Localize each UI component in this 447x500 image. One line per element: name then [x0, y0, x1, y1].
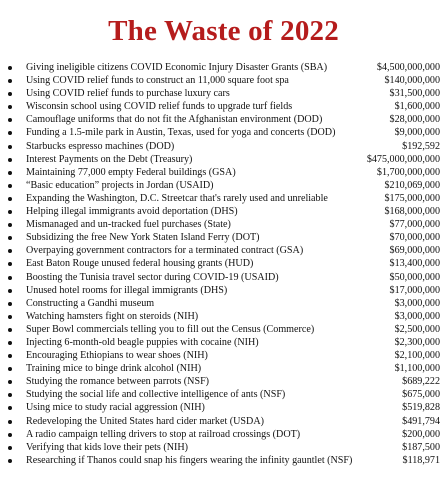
item-description: Wisconsin school using COVID relief funds to upgrade turf fields — [26, 101, 293, 113]
item-row — [26, 415, 440, 428]
item-amount: $519,828 — [402, 402, 440, 414]
item-description: Encouraging Ethiopians to wear shoes (NIH) — [26, 350, 208, 362]
item-description: Subsidizing the free New York Staten Island Ferry (DOT) — [26, 232, 260, 244]
item-description: Giving ineligible citizens COVID Economic Injury Disaster Grants (SBA) — [26, 62, 328, 73]
item-row — [26, 323, 440, 336]
item-row — [26, 179, 440, 192]
item-amount: $475,000,000,000 — [366, 153, 440, 165]
item-amount: $675,000 — [402, 389, 440, 401]
bullet-icon — [8, 341, 12, 345]
list-item — [0, 401, 447, 414]
list-item — [0, 257, 447, 270]
list-item — [0, 454, 447, 467]
item-amount: $175,000,000 — [384, 192, 440, 204]
item-amount: $210,069,000 — [384, 179, 440, 191]
bullet-icon — [8, 393, 12, 397]
bullet-icon — [8, 446, 12, 450]
item-row — [26, 257, 440, 270]
item-description: Using COVID relief funds to purchase luxury cars — [26, 88, 230, 100]
bullet-icon — [8, 105, 12, 109]
item-description: Redeveloping the United States hard cider market (USDA) — [26, 415, 264, 427]
item-row — [26, 100, 440, 113]
item-row — [26, 362, 440, 375]
item-description: “Basic education” projects in Jordan (USAID) — [26, 179, 214, 191]
bullet-icon — [8, 406, 12, 410]
list-item — [0, 100, 447, 113]
item-description: Expanding the Washington, D.C. Streetcar that's rarely used and unreliable — [26, 192, 328, 204]
list-item — [0, 126, 447, 139]
list-item — [0, 428, 447, 441]
bullet-icon — [8, 118, 12, 122]
item-amount: $2,100,000 — [394, 350, 440, 362]
item-row — [26, 401, 440, 414]
bullet-icon — [8, 302, 12, 306]
item-amount: $1,700,000,000 — [376, 166, 440, 178]
bullet-icon — [8, 210, 12, 214]
list-item — [0, 166, 447, 179]
bullet-icon — [8, 131, 12, 135]
list-item — [0, 297, 447, 310]
item-amount: $3,000,000 — [394, 310, 440, 322]
item-amount: $2,500,000 — [394, 323, 440, 335]
item-amount: $118,971 — [402, 454, 440, 466]
item-description: Using COVID relief funds to construct an 11,000 square foot spa — [26, 75, 289, 87]
item-amount: $69,000,000 — [389, 245, 440, 257]
item-row — [26, 349, 440, 362]
item-amount: $31,500,000 — [389, 88, 440, 100]
item-description: Constructing a Gandhi museum — [26, 297, 155, 309]
item-amount: $70,000,000 — [389, 232, 440, 244]
list-item — [0, 231, 447, 244]
item-amount: $3,000,000 — [394, 297, 440, 309]
item-description: Verifying that kids love their pets (NIH) — [26, 441, 189, 453]
item-amount: $491,794 — [402, 415, 440, 427]
bullet-icon — [8, 262, 12, 266]
bullet-icon — [8, 459, 12, 463]
bullet-icon — [8, 158, 12, 162]
item-description: Injecting 6-month-old beagle puppies with cocaine (NIH) — [26, 336, 259, 348]
item-amount: $77,000,000 — [389, 219, 440, 231]
bullet-icon — [8, 236, 12, 240]
item-row — [26, 231, 440, 244]
item-row — [26, 310, 440, 323]
item-row — [26, 271, 440, 284]
bullet-icon — [8, 315, 12, 319]
list-item — [0, 284, 447, 297]
item-row — [26, 74, 440, 87]
item-description: Maintaining 77,000 empty Federal buildings (GSA) — [26, 166, 236, 178]
list-item — [0, 218, 447, 231]
item-row — [26, 126, 440, 139]
item-amount: $200,000 — [402, 428, 440, 440]
item-amount: $187,500 — [402, 441, 440, 453]
item-row — [26, 244, 440, 257]
item-description: Researching if Thanos could snap his fingers wearing the infinity gauntlet (NSF) — [26, 454, 353, 466]
item-row — [26, 388, 440, 401]
list-item — [0, 87, 447, 100]
list-item — [0, 244, 447, 257]
item-description: Watching hamsters fight on steroids (NIH) — [26, 310, 199, 322]
bullet-icon — [8, 145, 12, 149]
list-item — [0, 441, 447, 454]
waste-list — [0, 61, 447, 467]
bullet-icon — [8, 276, 12, 280]
item-row — [26, 140, 440, 153]
item-row — [26, 284, 440, 297]
item-description: East Baton Rouge unused federal housing grants (HUD) — [26, 258, 254, 270]
item-description: Studying the social life and collective intelligence of ants (NSF) — [26, 389, 286, 401]
item-description: Super Bowl commercials telling you to fill out the Census (Commerce) — [26, 323, 315, 335]
item-amount: $2,300,000 — [394, 336, 440, 348]
item-row — [26, 166, 440, 179]
bullet-icon — [8, 433, 12, 437]
item-row — [26, 153, 440, 166]
item-row — [26, 336, 440, 349]
bullet-icon — [8, 328, 12, 332]
item-description: Boosting the Tunisia travel sector during COVID-19 (USAID) — [26, 271, 279, 283]
item-description: Training mice to binge drink alcohol (NIH) — [26, 363, 202, 375]
item-description: Funding a 1.5-mile park in Austin, Texas, used for yoga and concerts (DOD) — [26, 127, 336, 139]
list-item — [0, 271, 447, 284]
item-amount: $50,000,000 — [389, 271, 440, 283]
item-description: A radio campaign telling drivers to stop at railroad crossings (DOT) — [26, 428, 301, 440]
list-item — [0, 362, 447, 375]
list-item — [0, 61, 447, 74]
item-amount: $140,000,000 — [384, 75, 440, 87]
bullet-icon — [8, 367, 12, 371]
item-amount: $689,222 — [402, 376, 440, 388]
item-description: Mismanaged and un-tracked fuel purchases (State) — [26, 219, 231, 231]
bullet-icon — [8, 380, 12, 384]
list-item — [0, 205, 447, 218]
list-item — [0, 74, 447, 87]
list-item — [0, 415, 447, 428]
bullet-icon — [8, 171, 12, 175]
item-row — [26, 61, 440, 74]
item-description: Starbucks espresso machines (DOD) — [26, 140, 175, 152]
item-row — [26, 218, 440, 231]
item-amount: $168,000,000 — [384, 206, 440, 218]
list-item — [0, 336, 447, 349]
bullet-icon — [8, 92, 12, 96]
item-row — [26, 375, 440, 388]
bullet-icon — [8, 223, 12, 227]
list-item — [0, 140, 447, 153]
list-item — [0, 388, 447, 401]
item-description: Studying the romance between parrots (NSF) — [26, 376, 210, 388]
item-description: Camouflage uniforms that do not fit the Afghanistan environment (DOD) — [26, 114, 323, 126]
item-description: Interest Payments on the Debt (Treasury) — [26, 153, 193, 165]
list-item — [0, 179, 447, 192]
list-item — [0, 192, 447, 205]
item-row — [26, 454, 440, 467]
bullet-icon — [8, 249, 12, 253]
item-row — [26, 297, 440, 310]
item-description: Unused hotel rooms for illegal immigrants (DHS) — [26, 284, 228, 296]
list-item — [0, 323, 447, 336]
bullet-icon — [8, 289, 12, 293]
item-row — [26, 192, 440, 205]
bullet-icon — [8, 420, 12, 424]
item-row — [26, 87, 440, 100]
list-item — [0, 113, 447, 126]
item-row — [26, 428, 440, 441]
bullet-icon — [8, 79, 12, 83]
item-amount: $9,000,000 — [394, 127, 440, 139]
item-amount: $17,000,000 — [389, 284, 440, 296]
item-description: Using mice to study racial aggression (NIH) — [26, 402, 205, 414]
item-amount: $1,100,000 — [394, 363, 440, 375]
item-description: Helping illegal immigrants avoid deportation (DHS) — [26, 206, 238, 218]
bullet-icon — [8, 354, 12, 358]
item-description: Overpaying government contractors for a terminated contract (GSA) — [26, 245, 304, 257]
bullet-icon — [8, 66, 12, 70]
item-amount: $13,400,000 — [389, 258, 440, 270]
item-row — [26, 441, 440, 454]
item-amount: $1,600,000 — [394, 101, 440, 113]
bullet-icon — [8, 197, 12, 201]
document-title: The Waste of 2022 — [108, 15, 339, 47]
bullet-icon — [8, 184, 12, 188]
item-amount: $4,500,000,000 — [376, 62, 440, 73]
list-item — [0, 310, 447, 323]
list-item — [0, 153, 447, 166]
item-amount: $28,000,000 — [389, 114, 440, 126]
item-row — [26, 205, 440, 218]
item-amount: $192,592 — [402, 140, 440, 152]
item-row — [26, 113, 440, 126]
list-item — [0, 349, 447, 362]
list-item — [0, 375, 447, 388]
